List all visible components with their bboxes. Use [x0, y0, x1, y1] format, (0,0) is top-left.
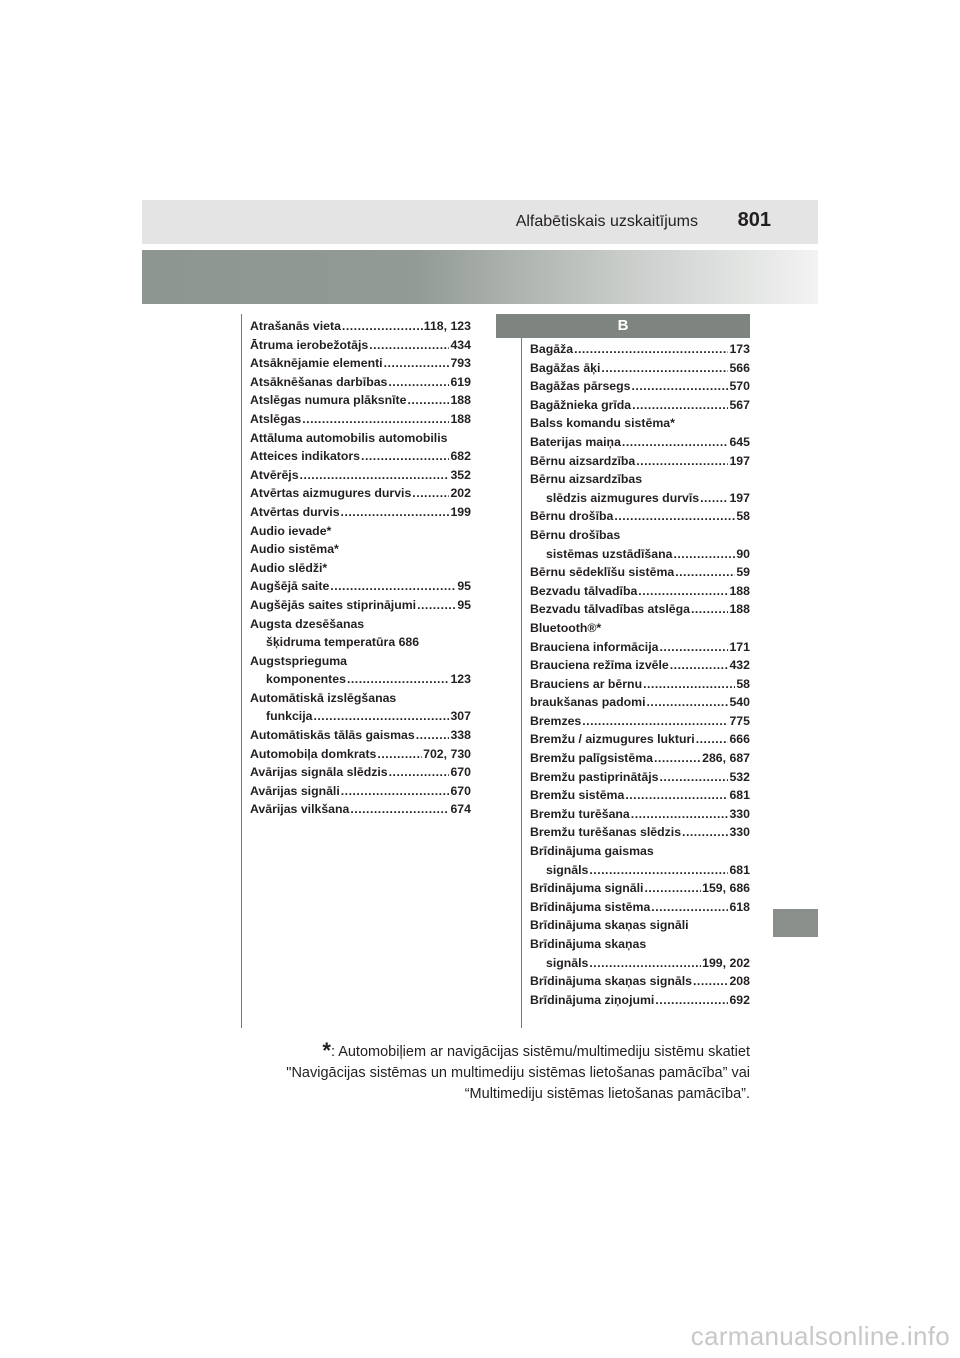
index-entry-leader [696, 730, 729, 749]
index-entry-leader [659, 768, 728, 787]
index-entry-leader [631, 377, 728, 396]
index-entry [530, 861, 750, 880]
index-entry [250, 354, 471, 373]
index-entry-page: 159, 686 [702, 881, 750, 896]
index-entry-page: 90 [736, 546, 750, 561]
index-entry-page: 171 [729, 639, 750, 654]
index-entry [530, 972, 750, 991]
index-entry [530, 545, 750, 564]
index-entry [250, 689, 471, 708]
index-entry [530, 489, 750, 508]
index-entry [250, 670, 471, 689]
index-entry-term: Bērnu sēdeklīšu sistēma [530, 565, 675, 580]
index-entry [250, 800, 471, 819]
index-entry-term: Ātruma ierobežotājs [250, 337, 369, 352]
index-entry-leader [589, 954, 701, 973]
index-entry-leader [638, 582, 728, 601]
index-entry-term: Attāluma automobilis automobilis [250, 430, 448, 445]
index-entry [530, 563, 750, 582]
index-entry [530, 712, 750, 731]
index-entry [250, 503, 471, 522]
index-entry [250, 763, 471, 782]
index-entry-page: 188 [729, 583, 750, 598]
index-entry-term: Atsāknējamie elementi [250, 356, 383, 371]
index-entry-leader [682, 823, 728, 842]
index-entry-page: 95 [457, 579, 471, 594]
index-entry [250, 522, 471, 541]
index-entry-leader [655, 991, 728, 1010]
column-divider-line [521, 314, 522, 1028]
page-number: 801 [737, 209, 771, 231]
index-entry-term: Atteices indikators [250, 449, 361, 464]
index-entry [530, 638, 750, 657]
index-entry [530, 991, 750, 1010]
index-entry-term: Bezvadu tālvadības atslēga [530, 602, 690, 617]
index-entry-leader [700, 489, 728, 508]
index-entry-term: Brauciens ar bērnu [530, 676, 643, 691]
index-entry-term: Augsta dzesēšanas [250, 616, 365, 631]
index-entry [530, 619, 750, 638]
index-entry-term: Bērnu aizsardzība [530, 453, 636, 468]
index-entry-leader [388, 373, 449, 392]
index-entry-leader [412, 484, 449, 503]
index-entry-leader [644, 879, 701, 898]
index-entry-term: Balss komandu sistēma* [530, 416, 675, 431]
index-entry-term: Brīdinājuma sistēma [530, 899, 651, 914]
index-entry-term: Automātiskā izslēgšanas [250, 690, 397, 705]
index-entry-page: 434 [450, 337, 471, 352]
index-entry-term: Bagāžas āķi [530, 360, 601, 375]
index-entry [530, 600, 750, 619]
index-entry [530, 507, 750, 526]
index-entry-page: 118, 123 [423, 319, 471, 333]
index-entry-leader [342, 317, 423, 336]
index-entry [530, 526, 750, 545]
index-entry-page: 567 [729, 397, 750, 412]
index-entry-term: slēdzis aizmugures durvīs [546, 490, 700, 505]
index-entry [530, 582, 750, 601]
index-entry-page: 188 [450, 411, 471, 426]
index-entry [530, 898, 750, 917]
index-entry-leader [632, 396, 728, 415]
index-entry-term: Brīdinājuma skaņas [530, 937, 647, 951]
footnote-text: : Automobiļiem ar navigācijas sistēmu/multimediju sistēmu skatiet "Navigācijas sistēmas un multimediju sistēmas lietošanas pamācība” vai “Multimediju sistēmas lietošanas pamācība”. [286, 1044, 750, 1102]
index-entry-term: Atslēgas [250, 411, 302, 426]
index-entry [250, 745, 471, 764]
index-entry-page: 123 [450, 672, 471, 687]
index-entry [530, 470, 750, 489]
index-entry-leader [693, 972, 728, 991]
index-entry [530, 675, 750, 694]
index-entry-leader [416, 726, 450, 745]
index-entry-term: Atsāknēšanas darbības [250, 374, 388, 389]
index-entry-term: Audio ievade* [250, 523, 332, 538]
left-margin-line [241, 314, 242, 1028]
index-entry-page: 197 [729, 490, 750, 505]
section-letter-header: B [496, 314, 750, 338]
index-entry-leader [574, 340, 728, 359]
index-entry-term: Bremžu pastiprinātājs [530, 769, 659, 784]
index-entry-term: Atslēgas numura plāksnīte [250, 393, 407, 408]
footnote [250, 1040, 750, 1105]
index-entry-term: Brīdinājuma skaņas signāls [530, 974, 692, 989]
index-entry-leader [377, 745, 422, 764]
index-entry [530, 396, 750, 415]
index-entry-term: Automātiskās tālās gaismas [250, 728, 415, 743]
index-entry [530, 935, 750, 954]
index-entry-term: Bremžu palīgsistēma [530, 751, 654, 766]
index-entry-term: Brauciena informācija [530, 639, 659, 654]
index-entry-page: 666 [729, 732, 750, 747]
index-entry-term: Audio sistēma* [250, 542, 339, 557]
index-entry-term: Bremzes [530, 713, 582, 728]
index-entry-page: 682 [450, 449, 471, 464]
index-entry-term: Brīdinājuma gaismas [530, 844, 654, 859]
index-entry-page: 95 [457, 597, 471, 612]
index-entry-page: 681 [729, 862, 750, 877]
index-entry-term: Bluetooth®* [530, 620, 602, 635]
index-entry-leader [389, 763, 450, 782]
index-entry-leader [691, 600, 729, 619]
index-entry-leader [361, 447, 449, 466]
index-entry-page: 208 [729, 974, 750, 989]
index-entry-page: 570 [729, 379, 750, 394]
index-entry [530, 879, 750, 898]
chapter-side-tab [773, 909, 818, 937]
index-entry-leader [313, 707, 449, 726]
index-entry [530, 693, 750, 712]
index-entry-page: 775 [729, 713, 750, 728]
index-entry [530, 656, 750, 675]
index-entry-page: 432 [729, 658, 750, 673]
index-entry [530, 768, 750, 787]
index-entry-term: Bagāža [530, 342, 574, 356]
index-entry-leader [675, 563, 735, 582]
index-entry-term: Automobiļa domkrats [250, 746, 377, 761]
index-entry-page: 58 [736, 509, 750, 524]
index-entry-page: 58 [736, 676, 750, 691]
index-entry-term: Atvērtas aizmugures durvis [250, 486, 412, 501]
index-entry-leader [341, 782, 450, 801]
index-entry [530, 805, 750, 824]
index-entry-term: Bremžu / aizmugures lukturi [530, 732, 695, 747]
index-entry [250, 707, 471, 726]
index-entry-leader [614, 507, 735, 526]
index-entry [250, 336, 471, 355]
index-entry-leader [622, 433, 729, 452]
index-entry-page: 202 [450, 486, 471, 501]
index-entry-term: Bērnu drošības [530, 527, 621, 542]
index-entry-page: 566 [729, 360, 750, 375]
index-entry [250, 652, 471, 671]
index-entry-leader [673, 545, 735, 564]
index-entry-leader [350, 800, 449, 819]
header-title: Alfabētiskais uzskaitījums [515, 213, 698, 230]
index-entry [250, 633, 471, 652]
index-entry [250, 596, 471, 615]
index-entry-term: Brīdinājuma ziņojumi [530, 992, 655, 1007]
index-entry-term: Atvērējs [250, 467, 299, 482]
index-entry [250, 391, 471, 410]
index-entry [530, 377, 750, 396]
index-entry-page: 199 [450, 504, 471, 519]
index-entry-leader [589, 861, 728, 880]
index-entry-leader [302, 410, 449, 429]
index-entry-term: Bremžu turēšana [530, 806, 630, 821]
index-entry [530, 786, 750, 805]
index-entry [250, 577, 471, 596]
index-entry-leader [654, 749, 701, 768]
index-entry-leader [347, 670, 450, 689]
index-entry-term: Avārijas vilkšana [250, 802, 350, 817]
index-entry [250, 373, 471, 392]
index-entry-term: komponentes [266, 672, 346, 687]
page-header [142, 200, 818, 244]
index-entry-term: Brauciena režīma izvēle [530, 658, 669, 673]
index-entry-page: 674 [450, 802, 471, 817]
index-entry [250, 615, 471, 634]
index-entry-term: Atvērtas durvis [250, 504, 340, 519]
index-entry-term: Bremžu sistēma [530, 788, 625, 803]
index-entry [250, 782, 471, 801]
index-entry [250, 484, 471, 503]
index-entry-page: 618 [729, 899, 750, 914]
index-entry [530, 730, 750, 749]
watermark: carmanualsonline.info [690, 1321, 950, 1351]
index-entry [530, 359, 750, 378]
index-entry-page: 338 [450, 728, 471, 743]
index-entry-term: Augstsprieguma [250, 653, 348, 668]
index-column-right [530, 340, 750, 1009]
index-entry-term: Avārijas signāli [250, 783, 340, 798]
header-gradient-band [142, 250, 818, 304]
index-entry-page: 692 [729, 992, 750, 1007]
index-entry-term: signāls [546, 862, 589, 877]
index-entry-term: Audio slēdži* [250, 560, 328, 575]
index-entry-page: 670 [450, 765, 471, 780]
index-entry-page: 619 [450, 374, 471, 389]
index-entry-leader [651, 898, 728, 917]
index-entry-leader [643, 675, 735, 694]
index-entry-leader [631, 805, 729, 824]
index-entry-term: Brīdinājuma signāli [530, 881, 644, 896]
index-entry-leader [408, 391, 450, 410]
index-entry-page: 173 [729, 342, 750, 356]
index-column-left [250, 317, 471, 819]
index-entry [530, 452, 750, 471]
index-entry-page: 188 [450, 393, 471, 408]
index-entry-term: Brīdinājuma skaņas signāli [530, 918, 689, 933]
footnote-asterisk: * [322, 1038, 331, 1063]
index-entry-leader [647, 693, 729, 712]
index-entry-page: 793 [450, 356, 471, 371]
index-entry-term: Augšējā saite [250, 579, 330, 594]
index-entry-leader [659, 638, 728, 657]
index-entry [250, 540, 471, 559]
index-entry [250, 466, 471, 485]
index-entry-page: 532 [729, 769, 750, 784]
index-entry-leader [341, 503, 450, 522]
index-entry-term: šķidruma temperatūra 686 [266, 635, 420, 650]
index-entry [250, 317, 471, 336]
index-entry-term: Atrašanās vieta [250, 319, 341, 333]
index-entry [530, 340, 750, 359]
index-entry-leader [369, 336, 449, 355]
index-entry [530, 749, 750, 768]
index-entry [250, 726, 471, 745]
index-entry-page: 307 [450, 709, 471, 724]
index-entry-leader [625, 786, 728, 805]
index-entry-leader [582, 712, 728, 731]
index-entry-term: funkcija [266, 709, 313, 724]
index-entry-term: Bagāžas pārsegs [530, 379, 631, 394]
index-entry-term: Bērnu drošība [530, 509, 614, 524]
index-entry-page: 286, 687 [702, 751, 750, 766]
index-entry-term: Augšējās saites stiprinājumi [250, 597, 417, 612]
index-entry-leader [670, 656, 729, 675]
index-entry-page: 330 [729, 825, 750, 840]
index-entry-term: Bezvadu tālvadība [530, 583, 638, 598]
index-entry [530, 414, 750, 433]
index-entry-page: 540 [729, 695, 750, 710]
index-entry-leader [300, 466, 450, 485]
index-entry-page: 352 [450, 467, 471, 482]
index-entry-page: 199, 202 [702, 955, 750, 970]
index-entry-term: braukšanas padomi [530, 695, 646, 710]
index-entry [530, 916, 750, 935]
index-entry-page: 197 [729, 453, 750, 468]
index-entry-leader [601, 359, 728, 378]
index-entry-leader [330, 577, 456, 596]
index-entry-term: sistēmas uzstādīšana [546, 546, 673, 561]
index-entry [530, 842, 750, 861]
index-entry-term: Baterijas maiņa [530, 434, 621, 449]
index-entry-term: Avārijas signāla slēdzis [250, 765, 388, 780]
index-entry-term: Bremžu turēšanas slēdzis [530, 825, 682, 840]
index-entry-page: 188 [729, 602, 750, 617]
index-entry-page: 670 [450, 783, 471, 798]
index-entry [530, 823, 750, 842]
index-entry-page: 330 [729, 806, 750, 821]
index-entry [250, 447, 471, 466]
index-entry [250, 429, 471, 448]
index-entry [530, 954, 750, 973]
index-entry [250, 559, 471, 578]
index-entry-page: 59 [736, 565, 750, 580]
index-entry-term: signāls [546, 955, 589, 970]
index-entry-page: 681 [729, 788, 750, 803]
index-entry-term: Bērnu aizsardzības [530, 472, 643, 487]
index-entry [530, 433, 750, 452]
index-entry-leader [384, 354, 450, 373]
index-entry-leader [636, 452, 728, 471]
index-entry-page: 702, 730 [423, 746, 471, 761]
index-entry [250, 410, 471, 429]
index-entry-term: Bagāžnieka grīda [530, 397, 632, 412]
index-entry-page: 645 [729, 434, 750, 449]
index-entry-leader [417, 596, 456, 615]
